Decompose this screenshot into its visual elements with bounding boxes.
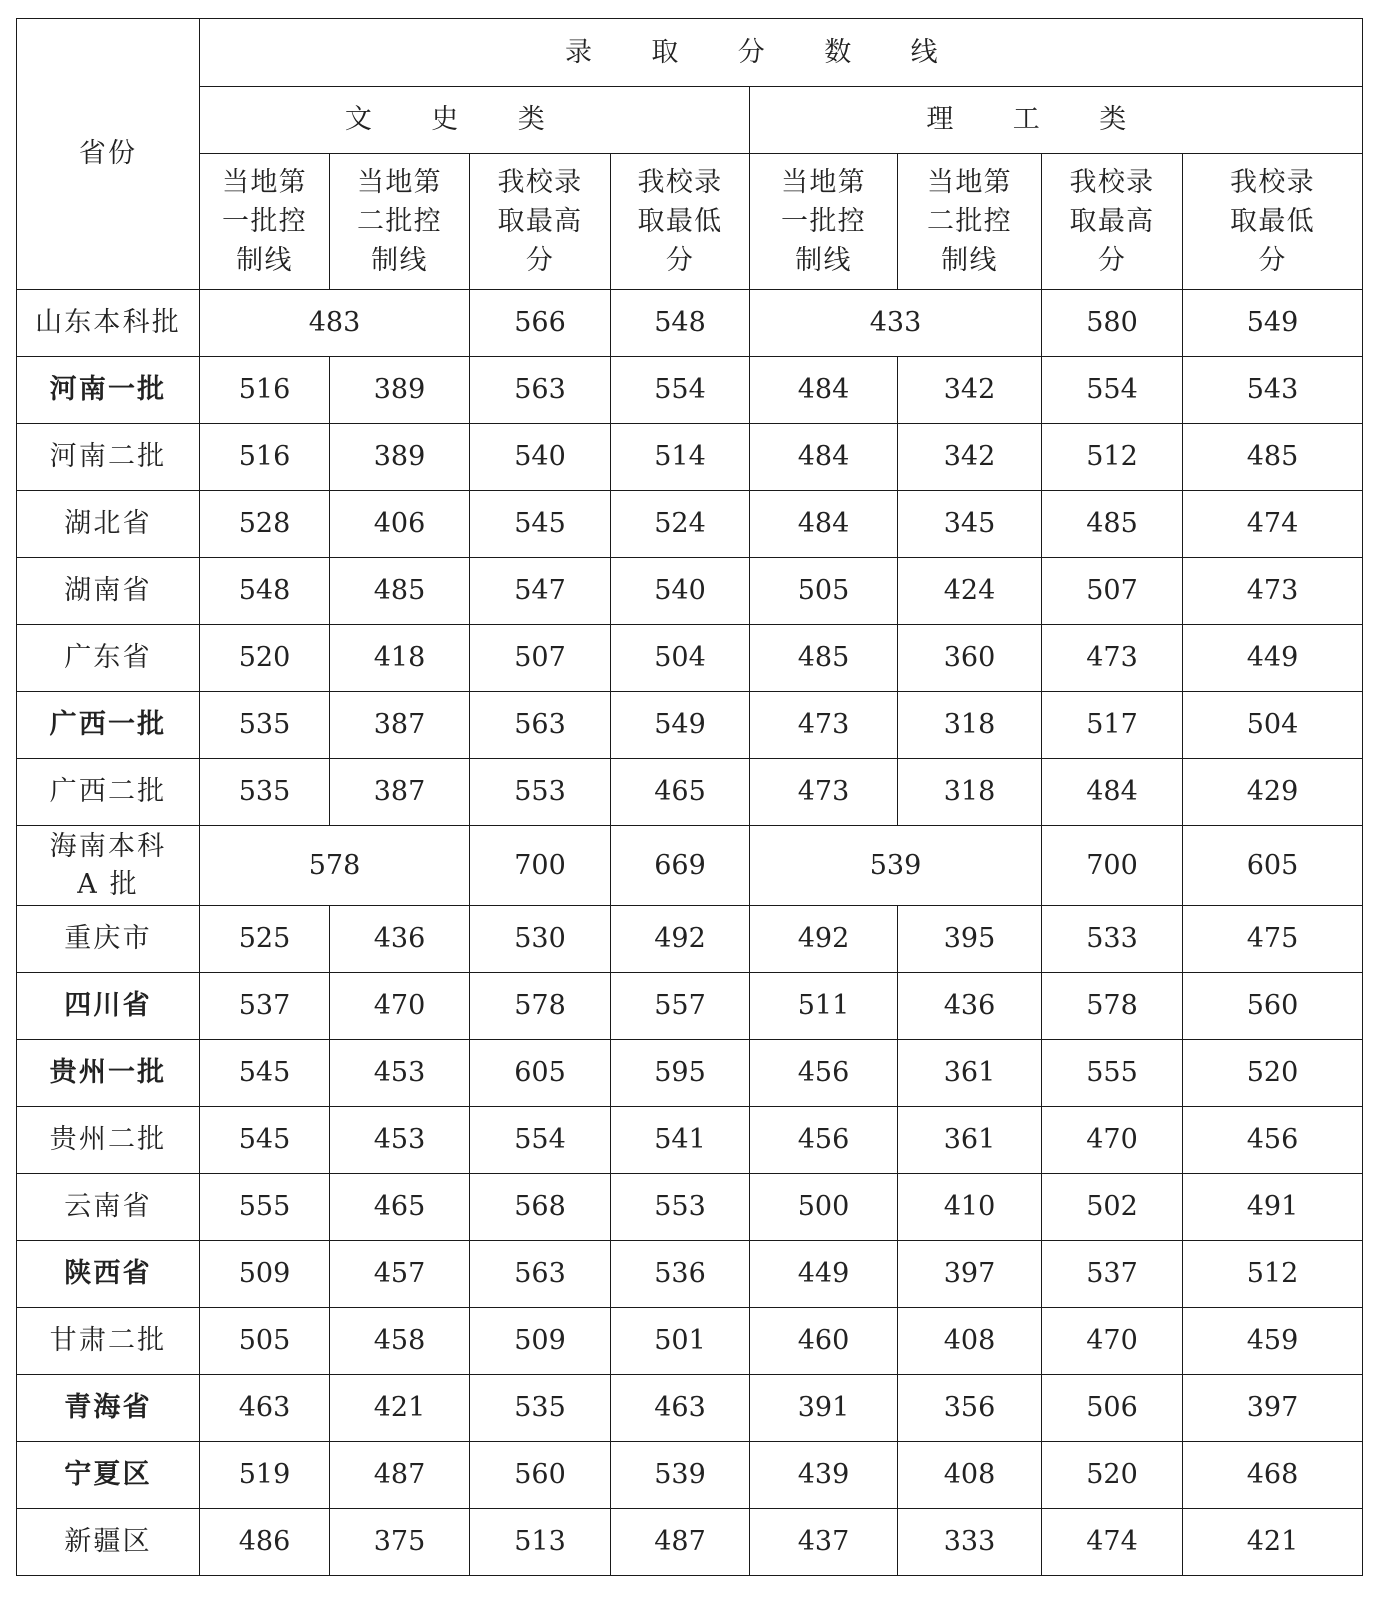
ligong-max-score: 555	[1042, 1040, 1183, 1107]
wenshi-second-line: 485	[330, 558, 470, 625]
ligong-min-score: 549	[1183, 290, 1363, 357]
wenshi-max-score: 568	[470, 1174, 611, 1241]
ligong-min-score: 485	[1183, 424, 1363, 491]
wenshi-second-line: 421	[330, 1375, 470, 1442]
wenshi-second-line: 389	[330, 357, 470, 424]
ligong-header: 理工类	[750, 87, 1363, 154]
column-header-line: 取最低	[637, 205, 723, 237]
wenshi-max-score: 560	[470, 1442, 611, 1509]
wenshi-second-line: 487	[330, 1442, 470, 1509]
province-header: 省份	[17, 19, 200, 290]
ligong-max-score: 502	[1042, 1174, 1183, 1241]
ligong-second-line: 397	[898, 1241, 1042, 1308]
wenshi-control-line: 483	[200, 290, 470, 357]
wenshi-min-score: 540	[611, 558, 750, 625]
ligong-min-score: 397	[1183, 1375, 1363, 1442]
wenshi-second-line: 470	[330, 973, 470, 1040]
ligong-min-score: 449	[1183, 625, 1363, 692]
ligong-min-score: 543	[1183, 357, 1363, 424]
table-row	[17, 692, 1363, 759]
wenshi-min-score: 524	[611, 491, 750, 558]
wenshi-min-score: 487	[611, 1509, 750, 1576]
wenshi-min-score: 557	[611, 973, 750, 1040]
province-name: 新疆区	[17, 1509, 200, 1576]
province-name: 广西一批	[17, 692, 200, 759]
table-row	[17, 1442, 1363, 1509]
wenshi-min-score: 504	[611, 625, 750, 692]
province-name: 陕西省	[17, 1241, 200, 1308]
ligong-max-score: 554	[1042, 357, 1183, 424]
column-header-line: 分	[1097, 245, 1127, 277]
table-row	[17, 1241, 1363, 1308]
wenshi-min-score: 514	[611, 424, 750, 491]
column-header-line: 我校录	[497, 166, 583, 198]
ligong-first-line: 485	[750, 625, 898, 692]
table-row	[17, 1107, 1363, 1174]
ligong-second-line: 408	[898, 1442, 1042, 1509]
ligong-first-line: 473	[750, 692, 898, 759]
wenshi-second-line: 406	[330, 491, 470, 558]
ligong-second-line: 318	[898, 692, 1042, 759]
ligong-min-score: 491	[1183, 1174, 1363, 1241]
ligong-first-line: 484	[750, 424, 898, 491]
wenshi-max-score: 535	[470, 1375, 611, 1442]
column-header-line: 一批控	[221, 205, 308, 237]
wenshi-min-score: 539	[611, 1442, 750, 1509]
column-header-line: 当地第	[356, 166, 443, 198]
score-lines-header: 录取分数线	[200, 19, 1363, 87]
wenshi-second-line: 453	[330, 1040, 470, 1107]
ligong-second-line: 318	[898, 759, 1042, 826]
ligong-max-score: 512	[1042, 424, 1183, 491]
column-header-line: 二批控	[926, 205, 1013, 237]
column-header-7	[1042, 154, 1183, 290]
table-row	[17, 826, 1363, 906]
wenshi-max-score: 578	[470, 973, 611, 1040]
ligong-max-score: 578	[1042, 973, 1183, 1040]
wenshi-first-line: 519	[200, 1442, 330, 1509]
wenshi-min-score: 465	[611, 759, 750, 826]
wenshi-max-score: 563	[470, 1241, 611, 1308]
table-row	[17, 625, 1363, 692]
wenshi-second-line: 436	[330, 906, 470, 973]
wenshi-min-score: 501	[611, 1308, 750, 1375]
ligong-second-line: 410	[898, 1174, 1042, 1241]
ligong-second-line: 436	[898, 973, 1042, 1040]
wenshi-second-line: 387	[330, 692, 470, 759]
column-header-line: 一批控	[780, 205, 867, 237]
ligong-first-line: 484	[750, 357, 898, 424]
wenshi-min-score: 553	[611, 1174, 750, 1241]
ligong-max-score: 474	[1042, 1509, 1183, 1576]
wenshi-min-score: 548	[611, 290, 750, 357]
column-header-line: 制线	[236, 245, 293, 277]
wenshi-first-line: 505	[200, 1308, 330, 1375]
table-row	[17, 357, 1363, 424]
wenshi-max-score: 507	[470, 625, 611, 692]
wenshi-first-line: 525	[200, 906, 330, 973]
ligong-min-score: 473	[1183, 558, 1363, 625]
ligong-first-line: 473	[750, 759, 898, 826]
ligong-max-score: 517	[1042, 692, 1183, 759]
ligong-min-score: 605	[1183, 826, 1363, 906]
column-header-1	[200, 154, 330, 290]
wenshi-first-line: 545	[200, 1107, 330, 1174]
column-header-line: 制线	[941, 245, 998, 277]
wenshi-min-score: 492	[611, 906, 750, 973]
ligong-min-score: 474	[1183, 491, 1363, 558]
ligong-max-score: 484	[1042, 759, 1183, 826]
column-header-4	[611, 154, 750, 290]
table-row	[17, 558, 1363, 625]
wenshi-first-line: 548	[200, 558, 330, 625]
table-row	[17, 1174, 1363, 1241]
province-name: 贵州一批	[17, 1040, 200, 1107]
column-header-line: 分	[1258, 245, 1287, 277]
ligong-max-score: 537	[1042, 1241, 1183, 1308]
ligong-first-line: 460	[750, 1308, 898, 1375]
wenshi-max-score: 513	[470, 1509, 611, 1576]
ligong-min-score: 468	[1183, 1442, 1363, 1509]
wenshi-min-score: 669	[611, 826, 750, 906]
ligong-max-score: 533	[1042, 906, 1183, 973]
ligong-control-line: 433	[750, 290, 1042, 357]
wenshi-max-score: 700	[470, 826, 611, 906]
province-name: 云南省	[17, 1174, 200, 1241]
ligong-first-line: 437	[750, 1509, 898, 1576]
wenshi-second-line: 389	[330, 424, 470, 491]
table-row	[17, 973, 1363, 1040]
column-header-line: 我校录	[1229, 166, 1316, 198]
admission-score-table	[16, 18, 1363, 1576]
wenshi-second-line: 465	[330, 1174, 470, 1241]
ligong-first-line: 500	[750, 1174, 898, 1241]
province-name-line: 海南本科	[49, 830, 167, 862]
table-row	[17, 906, 1363, 973]
ligong-second-line: 360	[898, 625, 1042, 692]
wenshi-first-line: 509	[200, 1241, 330, 1308]
ligong-max-score: 507	[1042, 558, 1183, 625]
wenshi-max-score: 547	[470, 558, 611, 625]
ligong-first-line: 505	[750, 558, 898, 625]
ligong-min-score: 456	[1183, 1107, 1363, 1174]
province-name: 青海省	[17, 1375, 200, 1442]
ligong-first-line: 449	[750, 1241, 898, 1308]
ligong-second-line: 333	[898, 1509, 1042, 1576]
wenshi-second-line: 453	[330, 1107, 470, 1174]
table-row	[17, 1308, 1363, 1375]
ligong-max-score: 473	[1042, 625, 1183, 692]
wenshi-second-line: 458	[330, 1308, 470, 1375]
ligong-max-score: 470	[1042, 1107, 1183, 1174]
wenshi-control-line: 578	[200, 826, 470, 906]
ligong-first-line: 456	[750, 1040, 898, 1107]
province-name	[17, 826, 200, 906]
wenshi-max-score: 563	[470, 692, 611, 759]
column-header-line: 分	[665, 245, 695, 277]
wenshi-max-score: 545	[470, 491, 611, 558]
table-row	[17, 424, 1363, 491]
ligong-second-line: 361	[898, 1040, 1042, 1107]
table-row	[17, 1509, 1363, 1576]
province-name: 河南二批	[17, 424, 200, 491]
province-name: 重庆市	[17, 906, 200, 973]
wenshi-first-line: 545	[200, 1040, 330, 1107]
wenshi-second-line: 457	[330, 1241, 470, 1308]
column-header-line: 我校录	[1069, 166, 1155, 198]
wenshi-max-score: 566	[470, 290, 611, 357]
wenshi-first-line: 463	[200, 1375, 330, 1442]
column-header-2	[330, 154, 470, 290]
wenshi-min-score: 463	[611, 1375, 750, 1442]
table-row	[17, 759, 1363, 826]
wenshi-max-score: 509	[470, 1308, 611, 1375]
wenshi-min-score: 536	[611, 1241, 750, 1308]
column-header-line: 取最低	[1229, 205, 1316, 237]
ligong-min-score: 512	[1183, 1241, 1363, 1308]
wenshi-min-score: 554	[611, 357, 750, 424]
wenshi-header: 文史类	[200, 87, 750, 154]
wenshi-max-score: 605	[470, 1040, 611, 1107]
ligong-second-line: 356	[898, 1375, 1042, 1442]
ligong-min-score: 421	[1183, 1509, 1363, 1576]
ligong-max-score: 470	[1042, 1308, 1183, 1375]
province-name: 河南一批	[17, 357, 200, 424]
wenshi-min-score: 549	[611, 692, 750, 759]
wenshi-first-line: 516	[200, 357, 330, 424]
province-name-line: A 批	[77, 868, 139, 900]
column-header-line: 取最高	[1069, 205, 1155, 237]
province-name: 广东省	[17, 625, 200, 692]
column-header-line: 制线	[795, 245, 852, 277]
province-name: 湖南省	[17, 558, 200, 625]
ligong-min-score: 429	[1183, 759, 1363, 826]
ligong-control-line: 539	[750, 826, 1042, 906]
column-header-line: 当地第	[221, 166, 308, 198]
column-header-line: 分	[525, 245, 555, 277]
column-header-line: 取最高	[497, 205, 583, 237]
ligong-second-line: 395	[898, 906, 1042, 973]
wenshi-second-line: 387	[330, 759, 470, 826]
province-name: 湖北省	[17, 491, 200, 558]
ligong-min-score: 560	[1183, 973, 1363, 1040]
ligong-second-line: 361	[898, 1107, 1042, 1174]
wenshi-min-score: 595	[611, 1040, 750, 1107]
province-name: 贵州二批	[17, 1107, 200, 1174]
wenshi-max-score: 553	[470, 759, 611, 826]
wenshi-first-line: 535	[200, 759, 330, 826]
table-row	[17, 1375, 1363, 1442]
wenshi-first-line: 537	[200, 973, 330, 1040]
ligong-first-line: 439	[750, 1442, 898, 1509]
wenshi-second-line: 375	[330, 1509, 470, 1576]
province-name: 宁夏区	[17, 1442, 200, 1509]
ligong-second-line: 345	[898, 491, 1042, 558]
column-header-line: 制线	[371, 245, 428, 277]
ligong-second-line: 424	[898, 558, 1042, 625]
ligong-second-line: 408	[898, 1308, 1042, 1375]
wenshi-first-line: 486	[200, 1509, 330, 1576]
column-header-line: 当地第	[926, 166, 1013, 198]
ligong-first-line: 511	[750, 973, 898, 1040]
wenshi-min-score: 541	[611, 1107, 750, 1174]
ligong-min-score: 459	[1183, 1308, 1363, 1375]
column-header-8	[1183, 154, 1363, 290]
column-header-line: 当地第	[780, 166, 867, 198]
wenshi-first-line: 528	[200, 491, 330, 558]
ligong-first-line: 484	[750, 491, 898, 558]
column-header-5	[750, 154, 898, 290]
ligong-second-line: 342	[898, 357, 1042, 424]
ligong-max-score: 506	[1042, 1375, 1183, 1442]
wenshi-first-line: 535	[200, 692, 330, 759]
wenshi-max-score: 540	[470, 424, 611, 491]
province-name: 四川省	[17, 973, 200, 1040]
ligong-min-score: 520	[1183, 1040, 1363, 1107]
province-name: 甘肃二批	[17, 1308, 200, 1375]
ligong-first-line: 456	[750, 1107, 898, 1174]
ligong-max-score: 520	[1042, 1442, 1183, 1509]
ligong-max-score: 580	[1042, 290, 1183, 357]
wenshi-first-line: 516	[200, 424, 330, 491]
province-name: 山东本科批	[17, 290, 200, 357]
ligong-max-score: 485	[1042, 491, 1183, 558]
column-header-line: 我校录	[637, 166, 723, 198]
ligong-first-line: 492	[750, 906, 898, 973]
wenshi-max-score: 530	[470, 906, 611, 973]
table-row	[17, 290, 1363, 357]
wenshi-first-line: 520	[200, 625, 330, 692]
table-row	[17, 491, 1363, 558]
wenshi-first-line: 555	[200, 1174, 330, 1241]
province-name: 广西二批	[17, 759, 200, 826]
wenshi-second-line: 418	[330, 625, 470, 692]
column-header-line: 二批控	[356, 205, 443, 237]
column-header-6	[898, 154, 1042, 290]
ligong-max-score: 700	[1042, 826, 1183, 906]
ligong-min-score: 475	[1183, 906, 1363, 973]
wenshi-max-score: 554	[470, 1107, 611, 1174]
ligong-first-line: 391	[750, 1375, 898, 1442]
ligong-min-score: 504	[1183, 692, 1363, 759]
ligong-second-line: 342	[898, 424, 1042, 491]
wenshi-max-score: 563	[470, 357, 611, 424]
column-header-3	[470, 154, 611, 290]
table-row	[17, 1040, 1363, 1107]
